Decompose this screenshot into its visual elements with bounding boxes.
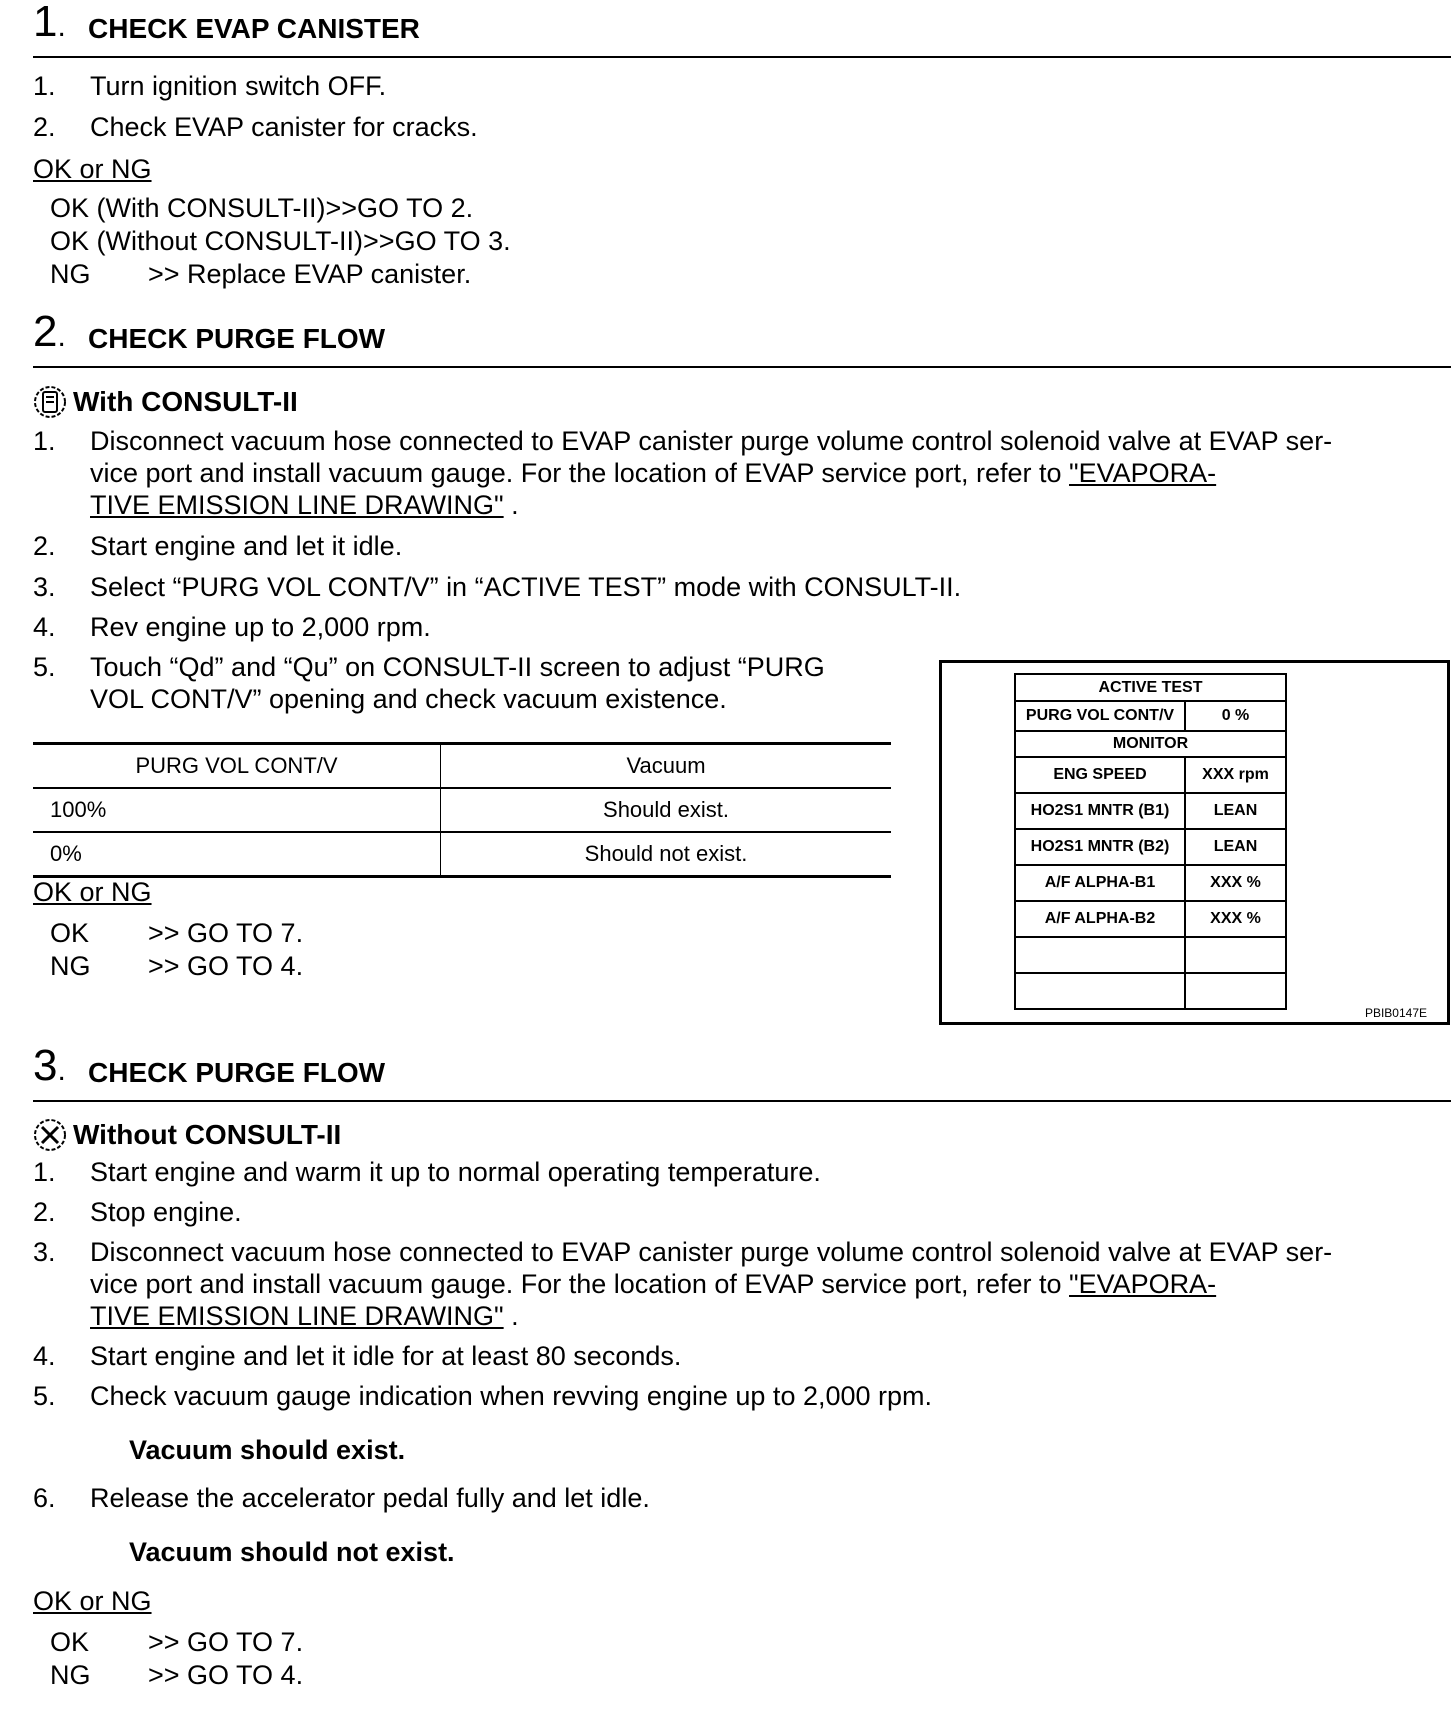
consult-tool-icon: [33, 385, 67, 419]
monitor-label-row: [1015, 731, 1286, 757]
without-consult-subheading: Without CONSULT-II: [33, 1118, 341, 1152]
monitor-cell: HO2S1 MNTR (B1): [1015, 793, 1185, 829]
result-ng: NG >> GO TO 4.: [50, 951, 304, 981]
monitor-cell: A/F ALPHA-B2: [1015, 901, 1185, 937]
step-2-title: CHECK PURGE FLOW: [88, 323, 386, 354]
active-test-table: [1014, 673, 1287, 1010]
monitor-row: [1015, 901, 1286, 937]
monitor-cell: A/F ALPHA-B1: [1015, 865, 1185, 901]
monitor-row: [1015, 829, 1286, 865]
evaporative-line-link[interactable]: "EVAPORA-: [1069, 1269, 1217, 1299]
column-header: PURG VOL CONT/V: [33, 744, 441, 789]
note-vacuum-exist: Vacuum should exist.: [129, 1435, 406, 1465]
step-1-number: 1.: [33, 0, 66, 46]
ok-or-ng-label: OK or NG: [33, 877, 152, 907]
test-item-cell: PURG VOL CONT/V: [1015, 701, 1185, 731]
monitor-row-empty: [1015, 973, 1286, 1009]
column-header: Vacuum: [441, 744, 892, 789]
purge-vacuum-table: [33, 742, 891, 878]
table-cell: 100%: [33, 788, 441, 832]
evaporative-line-link-cont[interactable]: TIVE EMISSION LINE DRAWING": [90, 1301, 504, 1331]
table-row: [33, 788, 891, 832]
step-3-number: 3.: [33, 1041, 66, 1090]
monitor-row-empty: [1015, 937, 1286, 973]
monitor-label: MONITOR: [1015, 731, 1286, 757]
monitor-row: [1015, 793, 1286, 829]
monitor-cell: XXX %: [1185, 865, 1286, 901]
test-value-cell: 0 %: [1185, 701, 1286, 731]
list-item-continued: TIVE EMISSION LINE DRAWING" .: [90, 490, 519, 520]
with-consult-subheading: With CONSULT-II: [33, 385, 298, 419]
no-consult-tool-icon: [33, 1118, 67, 1152]
monitor-row: [1015, 865, 1286, 901]
step-2-number: 2.: [33, 307, 66, 356]
table-header-row: [33, 744, 891, 789]
step-3-header: [33, 1041, 1451, 1102]
list-item-continued: vice port and install vacuum gauge. For the location of EVAP service port, refer to "EVAPORA-: [90, 1269, 1217, 1299]
monitor-row: [1015, 757, 1286, 793]
evaporative-line-link-cont[interactable]: TIVE EMISSION LINE DRAWING": [90, 490, 504, 520]
list-item-continued: vice port and install vacuum gauge. For the location of EVAP service port, refer to "EVAPORA-: [90, 458, 1217, 488]
table-cell: 0%: [33, 832, 441, 877]
note-vacuum-not-exist: Vacuum should not exist.: [129, 1537, 455, 1567]
step-1-header: [33, 0, 1451, 58]
evaporative-line-link[interactable]: "EVAPORA-: [1069, 458, 1217, 488]
manual-page: 1. CHECK EVAP CANISTER 1. Turn ignition switch OFF. 2. Check EVAP canister for cracks. OK or NG OK (With CONSULT-II)>>GO TO 2. OK (Without CONSULT-II)>>GO TO 3. NG >> Replace EVAP canister. 2. CHECK PURGE FLOW With CONSULT-II 1. Disconnect vacuum hose connected to EVAP canister purge volume control solenoid valve at EVAP ser- vice port and install vacuum gauge. For the location of EVAP service port, refer to "EVAPORA- TIVE EMISSION LINE DRAWING" . 2. Start engine and let it idle. 3. Select “PURG VOL CONT/V” in “ACTIVE TEST” mode with CONSULT-II. 4. Rev engine up to 2,000 rpm. 5. Touch “Qd” and “Qu” on CONSULT-II screen to adjust “PURG VOL CONT/V” opening and check vacuum existence. PURG VOL CONT/V Vacuum 100% Should exist. 0% Should not exist. OK or NG OK >> GO TO 7. NG >> GO TO 4. ACTIVE TEST PURG VOL CONT/V 0 % MONITOR ENG SPEED XXX rpm HO2S1 MNTR (B1) LEAN HO2S1 MNTR (B2) LEAN A/F ALPHA-B1 XXX % A/F ALPHA-B2 XXX % PBIB0147E 3. CHECK PURGE FLOW Without CONSULT-II 1. Start engine and warm it up to normal operating temperature. 2. Stop engine. 3. Disconnect vacuum hose connected to EVAP canister purge volume control solenoid valve at EVAP ser- vice port and install vacuum gauge. For the location of EVAP service port, refer to "EVAPORA- TIVE EMISSION LINE DRAWING" . 4. Start engine and let it idle for at least 80 seconds. 5. Check vacuum gauge indication when revving engine up to 2,000 rpm. Vacuum should exist. 6. Release the accelerator pedal fully and let idle. Vacuum should not exist. OK or NG OK >> GO TO 7. NG >> GO TO 4.: [33, 0, 1451, 1710]
screen-title-row: [1015, 674, 1286, 701]
result-ng: NG >> GO TO 4.: [50, 1660, 304, 1690]
figure-code: PBIB0147E: [1364, 1006, 1427, 1020]
step-1-title: CHECK EVAP CANISTER: [88, 13, 420, 44]
monitor-cell: LEAN: [1185, 793, 1286, 829]
active-test-screen-figure: [939, 660, 1450, 1025]
list-item-continued: VOL CONT/V” opening and check vacuum existence.: [90, 684, 727, 714]
table-cell: Should exist.: [441, 788, 892, 832]
step-2-header: [33, 307, 1451, 368]
ok-or-ng-label: OK or NG: [33, 1586, 152, 1616]
result-ok: OK >> GO TO 7.: [50, 918, 304, 948]
result-ok-with: OK (With CONSULT-II)>>GO TO 2.: [50, 193, 474, 223]
monitor-cell: XXX rpm: [1185, 757, 1286, 793]
screen-test-row: [1015, 701, 1286, 731]
result-ng: NG >> Replace EVAP canister.: [50, 259, 472, 289]
result-ok-without: OK (Without CONSULT-II)>>GO TO 3.: [50, 226, 511, 256]
screen-title: ACTIVE TEST: [1015, 674, 1286, 701]
monitor-cell: LEAN: [1185, 829, 1286, 865]
result-ok: OK >> GO TO 7.: [50, 1627, 304, 1657]
step-3-title: CHECK PURGE FLOW: [88, 1057, 386, 1088]
monitor-cell: HO2S1 MNTR (B2): [1015, 829, 1185, 865]
table-cell: Should not exist.: [441, 832, 892, 877]
ok-or-ng-label: OK or NG: [33, 154, 152, 184]
list-item-continued: TIVE EMISSION LINE DRAWING" .: [90, 1301, 519, 1331]
monitor-cell: XXX %: [1185, 901, 1286, 937]
table-row: [33, 832, 891, 877]
monitor-cell: ENG SPEED: [1015, 757, 1185, 793]
